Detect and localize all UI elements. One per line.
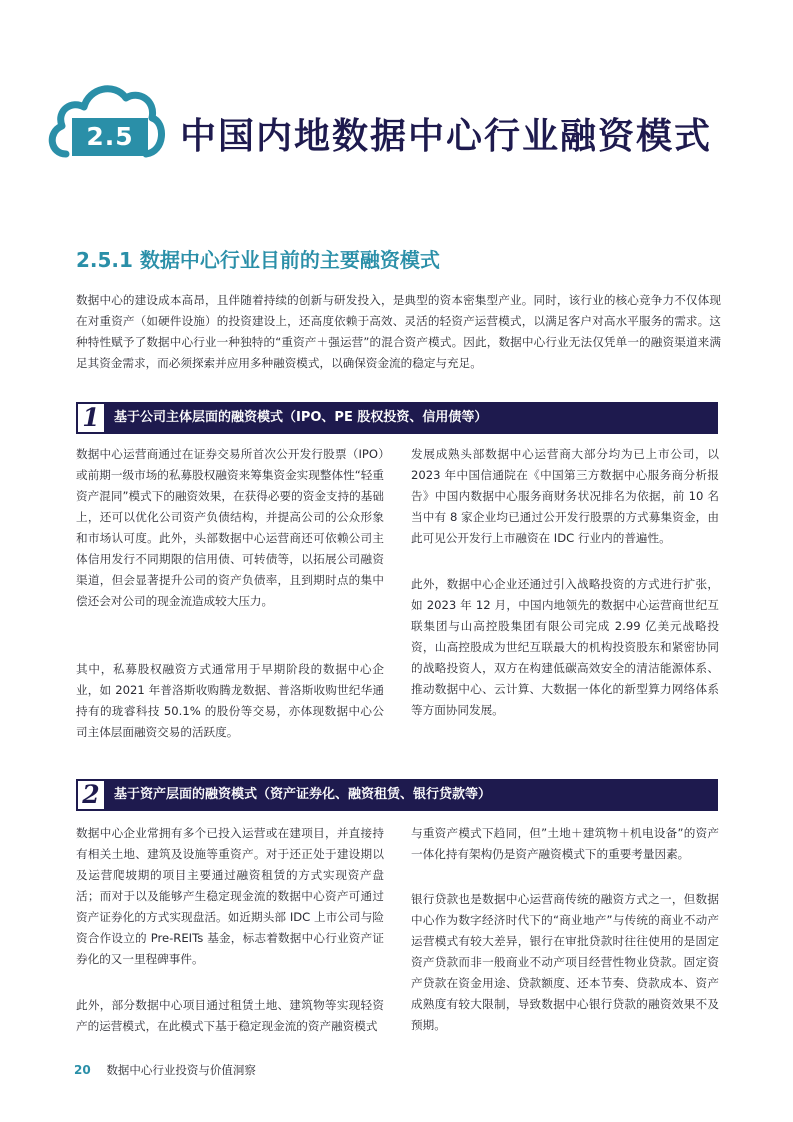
intro-paragraph: 数据中心的建设成本高昂，且伴随着持续的创新与研发投入，是典型的资本密集型产业。同时，该行业的核心竞争力不仅体现在对重资产（如硬件设施）的投资建设上，还高度依赖于高效、灵活的轻资产运营模式，以满足客户对高水平服务的需求。这种特性赋予了数据中心行业一种独特的“重资产＋强运营”的混合资产模式。因此，数据中心行业无法仅凭单一的融资渠道来满足其资金需求，而必须探索并应用多种融资模式，以确保资金流的稳定与充足。 (76, 293, 721, 370)
publication-title: 数据中心行业投资与价值洞察 (106, 1063, 256, 1077)
block-2-left-paragraph-1: 数据中心企业常拥有多个已投入运营或在建项目，并直接持有相关土地、建筑及设施等重资产。对于还正处于建设期以及运营爬坡期的项目主要通过融资租赁的方式实现资产盘活；而对于以及能够产生稳定现金流的数据中心资产可通过资产证券化的方式实现盘活。如近期头部 IDC 上市公司与险资合作设立的 Pre-REITs 基金，标志着数据中心行业资产证券化的又一里程碑事件。 (76, 826, 384, 966)
block-1-number: 1 (76, 402, 106, 434)
block-2-header (76, 779, 718, 811)
chapter-title: 中国内地数据中心行业融资模式 (180, 116, 713, 157)
block-1-right-paragraph-1: 发展成熟头部数据中心运营商大部分均为已上市公司，以 2023 年中国信通院在《中国第三方数据中心服务商分析报告》中国内数据中心服务商财务状况排名为依据，前 10 名当中有 8 家企业均已通过公开发行股票的方式募集资金，由此可见公开发行上市融资在 IDC 行业内的普遍性。 (411, 447, 719, 545)
block-1-left-paragraph-2: 其中，私募股权融资方式通常用于早期阶段的数据中心企业，如 2021 年普洛斯收购腾龙数据、普洛斯收购世纪华通持有的珑睿科技 50.1% 的股份等交易，亦体现数据中心公司主体层面融资交易的活跃度。 (76, 662, 384, 739)
chapter-number: 2.5 (72, 118, 148, 156)
block-1-right-paragraph-2: 此外，数据中心企业还通过引入战略投资的方式进行扩张，如 2023 年 12 月，中国内地领先的数据中心运营商世纪互联集团与山高控股集团有限公司完成 2.99 亿美元战略投资，山高控股成为世纪互联最大的机构投资股东和紧密协同的战略投资人，双方在构建低碳高效安全的清洁能源体系、推动数据中心、云计算、大数据一体化的新型算力网络体系等方面协同发展。 (411, 577, 719, 717)
section-title: 2.5.1 数据中心行业目前的主要融资模式 (76, 248, 440, 272)
chapter-badge (44, 76, 166, 166)
block-2-right-paragraph-1: 与重资产模式下趋同，但”土地＋建筑物＋机电设备”的资产一体化持有架构仍是资产融资模式下的重要考量因素。 (411, 826, 719, 861)
block-2-number: 2 (76, 779, 106, 811)
page-number: 20 (74, 1063, 91, 1077)
page-footer (74, 1062, 256, 1078)
block-2-title: 基于资产层面的融资模式（资产证券化、融资租赁、银行贷款等） (114, 787, 492, 802)
block-2-left-paragraph-2: 此外，部分数据中心项目通过租赁土地、建筑物等实现轻资产的运营模式，在此模式下基于稳定现金流的资产融资模式 (76, 998, 384, 1033)
block-1-title: 基于公司主体层面的融资模式（IPO、PE 股权投资、信用债等） (114, 410, 488, 425)
block-1-left-paragraph-1: 数据中心运营商通过在证券交易所首次公开发行股票（IPO）或前期一级市场的私募股权融资来筹集资金实现整体性“轻重资产混同”模式下的融资效果，在获得必要的资金支持的基础上，还可以优化公司资产负债结构，并提高公司的公众形象和市场认可度。此外，头部数据中心运营商还可依赖公司主体信用发行不同期限的信用债、可转债等，以拓展公司融资渠道，但会显著提升公司的资产负债率，且到期时点的集中偿还会对公司的现金流造成较大压力。 (76, 447, 384, 608)
block-2-right-paragraph-2: 银行贷款也是数据中心运营商传统的融资方式之一，但数据中心作为数字经济时代下的“商业地产”与传统的商业不动产运营模式有较大差异，银行在审批贷款时往往使用的是固定资产贷款而非一般商业不动产项目经营性物业贷款。固定资产贷款在资金用途、贷款额度、还本节奏、贷款成本、资产成熟度有较大限制，导致数据中心银行贷款的融资效果不及预期。 (411, 892, 719, 1032)
block-1-header (76, 402, 718, 434)
